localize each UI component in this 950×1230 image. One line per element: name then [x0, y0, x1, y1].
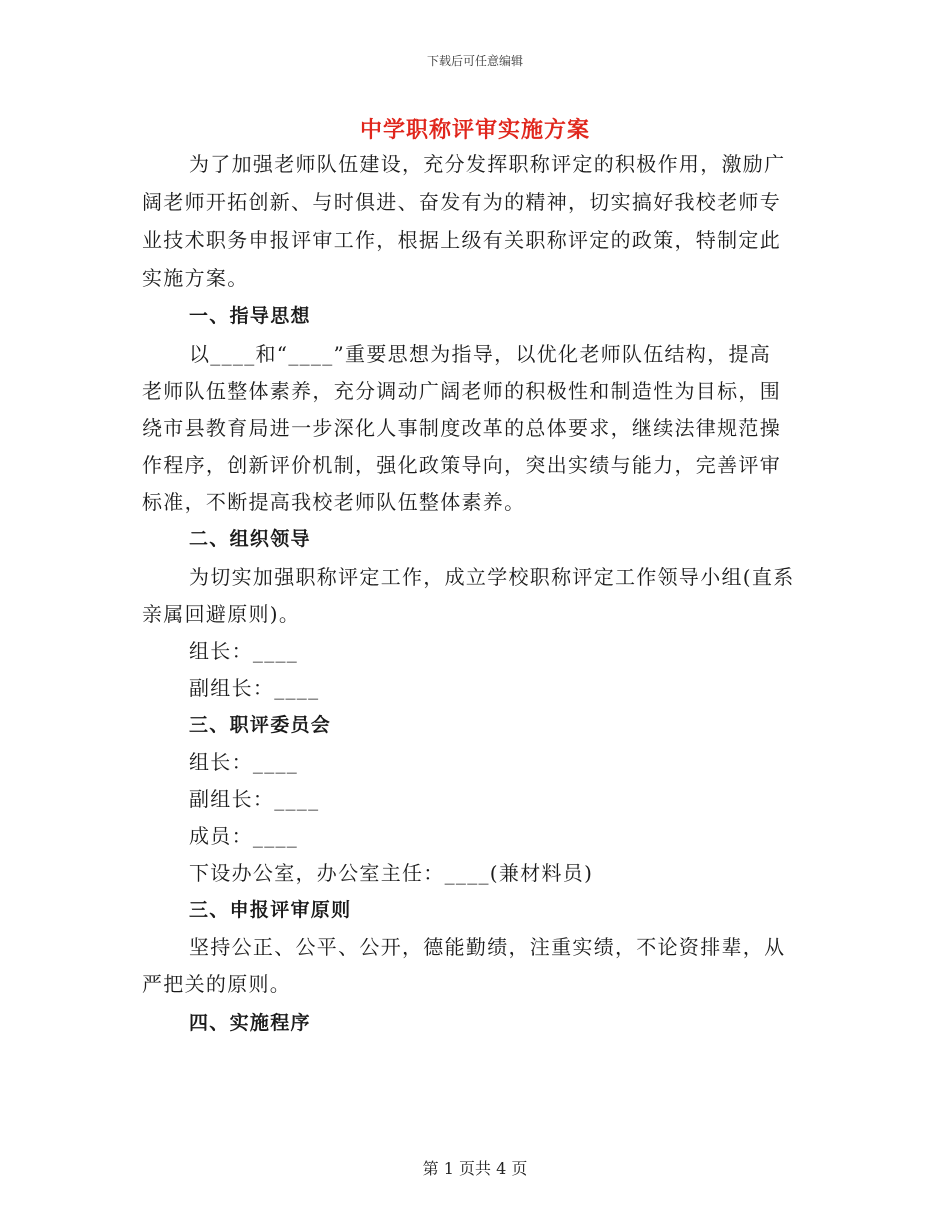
- vice-leader-field: 副组长：____: [189, 676, 320, 700]
- intro-line: 业技术职务申报评审工作，根据上级有关职称评定的政策，特制定此: [142, 228, 781, 252]
- intro-line: 为了加强老师队伍建设，充分发挥职称评定的积极作用，激励广: [189, 152, 786, 176]
- section-heading: 四、实施程序: [189, 1012, 311, 1034]
- office-field: 下设办公室，办公室主任：____(兼材料员): [189, 861, 594, 885]
- leader-field: 组长：____: [189, 750, 299, 774]
- paragraph-line: 绕市县教育局进一步深化人事制度改革的总体要求，继续法律规范操: [142, 416, 781, 440]
- page-footer: 第 1 页共 4 页: [422, 1159, 528, 1178]
- paragraph-line: 严把关的原则。: [142, 972, 292, 996]
- header-note: 下载后可任意编辑: [426, 54, 523, 68]
- paragraph-line: 标准，不断提高我校老师队伍整体素养。: [142, 490, 526, 514]
- section-heading: 二、组织领导: [189, 528, 311, 550]
- intro-line: 阔老师开拓创新、与时俱进、奋发有为的精神，切实搞好我校老师专: [142, 190, 781, 214]
- leader-field: 组长：____: [189, 639, 299, 663]
- paragraph-line: 以____和“____”重要思想为指导，以优化老师队伍结构，提高: [189, 342, 772, 366]
- paragraph-line: 老师队伍整体素养，充分调动广阔老师的积极性和制造性为目标，围: [142, 379, 781, 403]
- section-heading: 三、职评委员会: [189, 714, 332, 736]
- section-heading: 一、指导思想: [189, 305, 311, 327]
- paragraph-line: 作程序，创新评价机制，强化政策导向，突出实绩与能力，完善评审: [142, 453, 781, 477]
- members-field: 成员：____: [189, 824, 299, 848]
- paragraph-line: 坚持公正、公平、公开，德能勤绩，注重实绩，不论资排辈，从: [189, 935, 786, 959]
- paragraph-line: 为切实加强职称评定工作，成立学校职称评定工作领导小组(直系: [189, 565, 795, 589]
- intro-line: 实施方案。: [142, 266, 249, 290]
- document-title: 中学职称评审实施方案: [359, 118, 590, 143]
- vice-leader-field: 副组长：____: [189, 787, 320, 811]
- section-heading: 三、申报评审原则: [189, 899, 352, 921]
- paragraph-line: 亲属回避原则)。: [142, 602, 301, 626]
